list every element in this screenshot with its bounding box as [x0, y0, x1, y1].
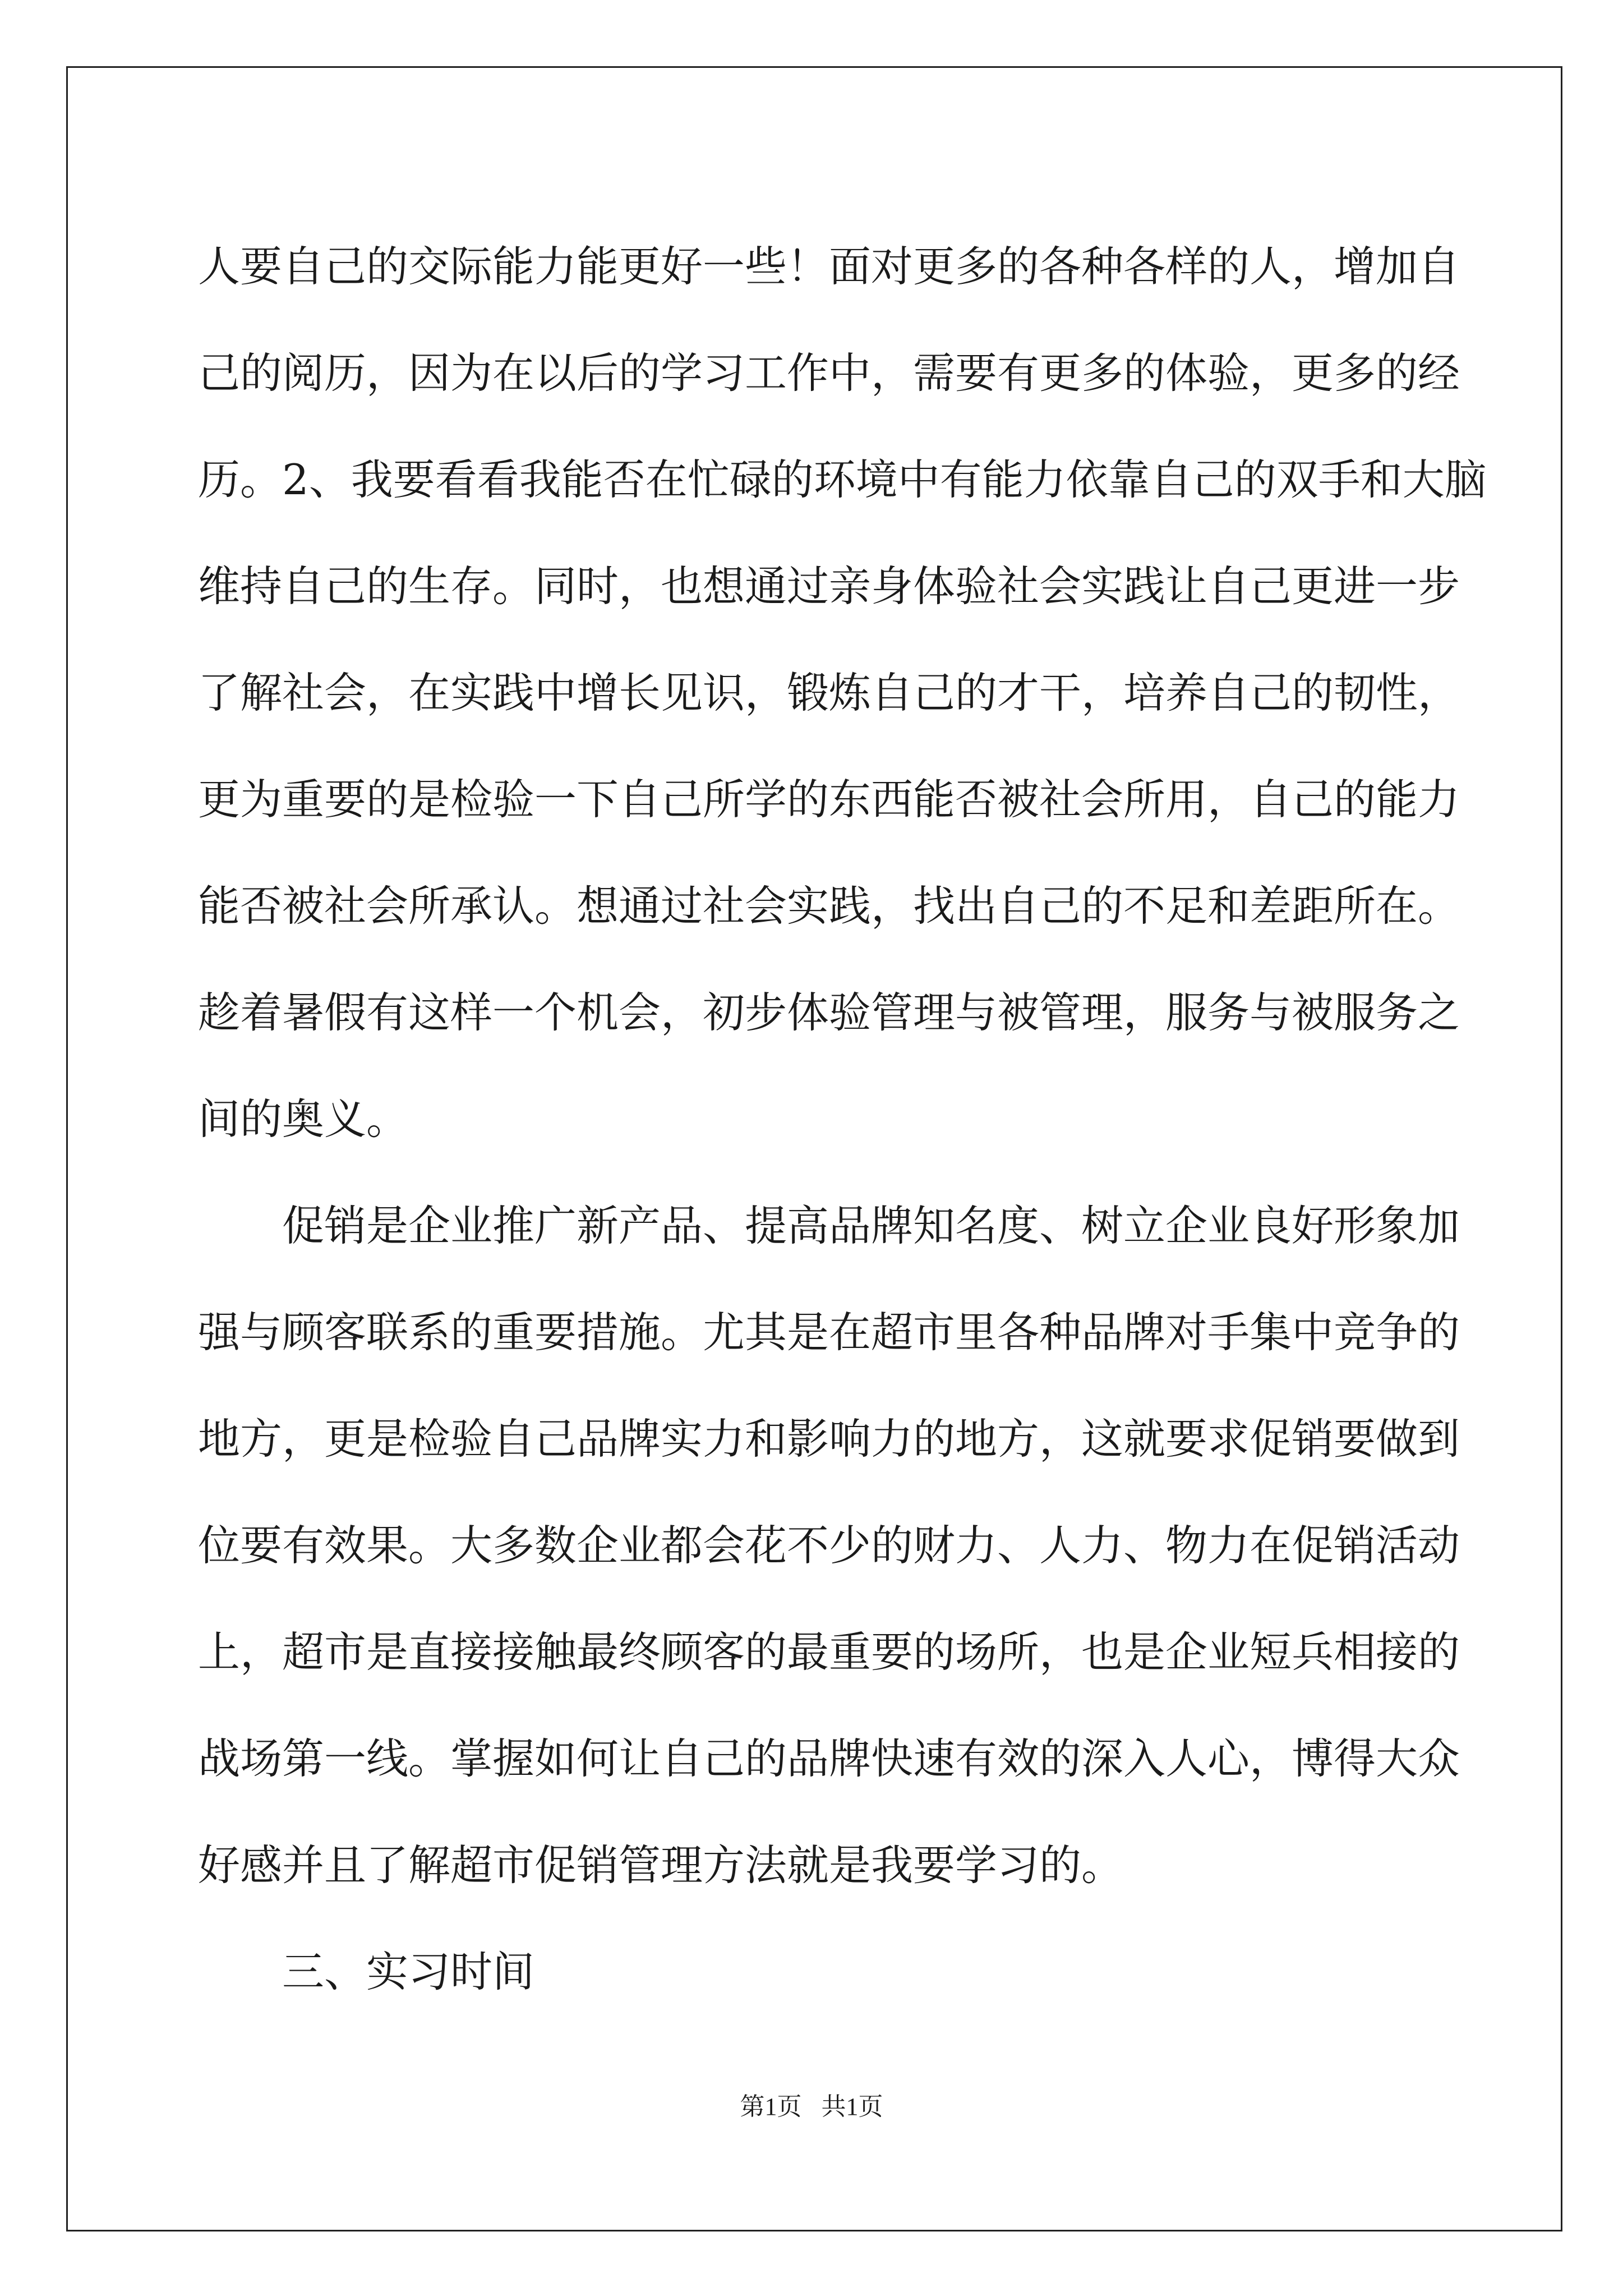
text-line: 位要有效果。大多数企业都会花不少的财力、人力、物力在促销活动: [198, 1521, 1460, 1570]
text-line: 好感并且了解超市促销管理方法就是我要学习的。: [198, 1841, 1124, 1890]
text-line: 维持自己的生存。同时，也想通过亲身体验社会实践让自己更进一步: [198, 562, 1460, 611]
text-line: 能否被社会所承认。想通过社会实践，找出自己的不足和差距所在。: [198, 881, 1460, 931]
text-line: 上，超市是直接接触最终顾客的最重要的场所，也是企业短兵相接的: [198, 1627, 1460, 1677]
text-line: 促销是企业推广新产品、提高品牌知名度、树立企业良好形象加: [282, 1201, 1460, 1250]
document-body: [198, 213, 1487, 2025]
section-heading: 三、实习时间: [282, 1947, 535, 1996]
text-line: 了解社会，在实践中增长见识，锻炼自己的才干，培养自己的韧性，: [198, 668, 1460, 717]
page-footer: [0, 2090, 1623, 2124]
page-total: 共1页: [821, 2093, 883, 2120]
text-line: 更为重要的是检验一下自己所学的东西能否被社会所用，自己的能力: [198, 775, 1460, 824]
text-line: 地方，更是检验自己品牌实力和影响力的地方，这就要求促销要做到: [198, 1414, 1460, 1464]
page-number: 第1页: [740, 2093, 802, 2120]
text-line: 强与顾客联系的重要措施。尤其是在超市里各种品牌对手集中竞争的: [198, 1308, 1460, 1357]
text-line: 己的阅历，因为在以后的学习工作中，需要有更多的体验，更多的经: [198, 348, 1460, 398]
text-line: 趁着暑假有这样一个机会，初步体验管理与被管理，服务与被服务之: [198, 988, 1460, 1037]
text-line: 人要自己的交际能力能更好一些！面对更多的各种各样的人，增加自: [198, 242, 1460, 291]
paragraph-promotion: [198, 1172, 1460, 1918]
paragraph-purpose: [198, 213, 1487, 1172]
text-line: 历。2、我要看看我能否在忙碌的环境中有能力依靠自己的双手和大脑: [198, 455, 1487, 504]
text-line: 间的奥义。: [198, 1094, 409, 1144]
text-line: 战场第一线。掌握如何让自己的品牌快速有效的深入人心，博得大众: [198, 1734, 1460, 1783]
